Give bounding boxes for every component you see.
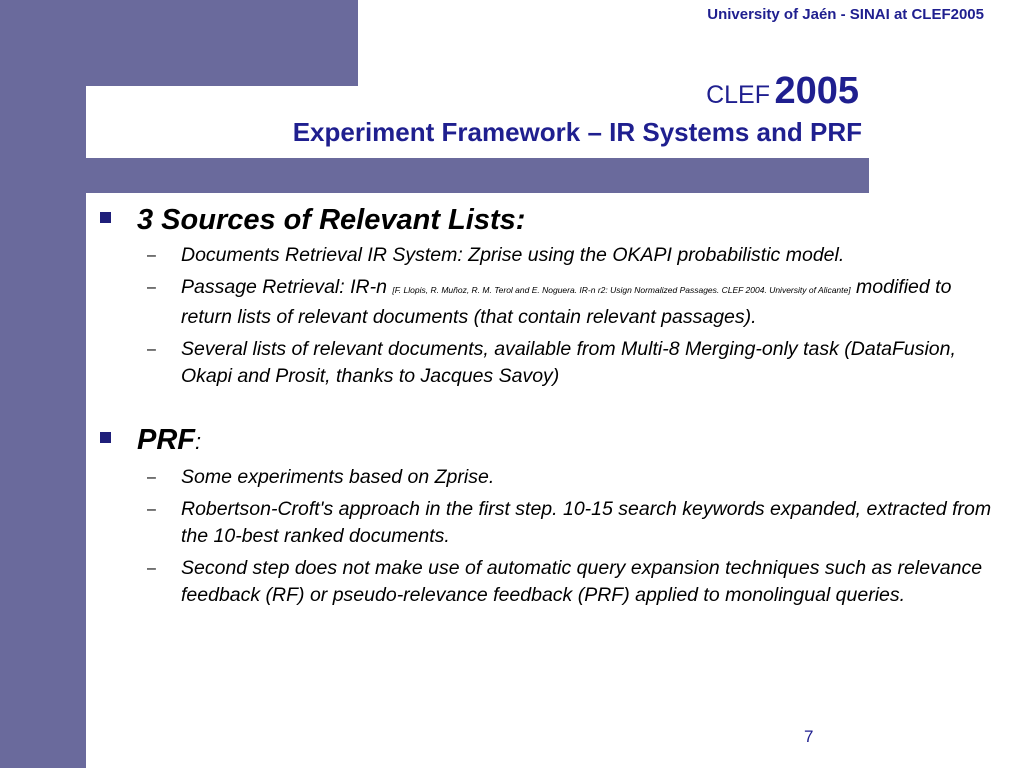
dash-bullet-icon: – <box>147 279 156 296</box>
item-citation: [F. Llopis, R. Muñoz, R. M. Terol and E. Noguera. IR-n r2: Usign Normalized Passages. CLEF 2004. University of Alicante] <box>392 285 851 295</box>
title-year: 2005 <box>774 70 859 112</box>
section-heading <box>137 420 1000 462</box>
dash-bullet-icon: – <box>147 341 156 358</box>
sub-list <box>100 464 1000 609</box>
dash-bullet-icon: – <box>147 501 156 518</box>
list-item <box>147 496 1000 550</box>
dash-bullet-icon: – <box>147 247 156 264</box>
list-item <box>147 555 1000 609</box>
item-text-continued: modified to return lists of relevant documents (that contain relevant passages). <box>181 276 952 328</box>
heading-suffix: : <box>195 429 202 454</box>
header-institution: University of Jaén - SINAI at CLEF2005 <box>707 6 984 23</box>
slide-content <box>100 200 1000 614</box>
square-bullet-icon <box>100 432 111 443</box>
list-item <box>147 464 1000 491</box>
section-relevant-lists <box>100 200 1000 390</box>
item-text: Documents Retrieval IR System: Zprise using the OKAPI probabilistic model. <box>181 244 845 266</box>
top-frame-block <box>86 0 358 86</box>
item-text: Passage Retrieval: IR-n <box>181 276 393 298</box>
slide-title-main <box>706 70 859 113</box>
section-prf <box>100 420 1000 609</box>
slide-subtitle: Experiment Framework – IR Systems and PRF <box>292 117 862 147</box>
square-bullet-icon <box>100 212 111 223</box>
list-item <box>147 336 1000 390</box>
sub-list <box>100 242 1000 390</box>
item-text: Several lists of relevant documents, available from Multi-8 Merging-only task (DataFusion, Okapi and Prosit, thanks to Jacques Savoy) <box>181 338 956 387</box>
section-heading: 3 Sources of Relevant Lists: <box>137 204 526 236</box>
left-frame-bar <box>0 0 86 768</box>
page-number: 7 <box>804 727 814 746</box>
dash-bullet-icon: – <box>147 560 156 577</box>
title-underline-strip <box>86 158 869 193</box>
dash-bullet-icon: – <box>147 469 156 486</box>
list-item <box>147 242 1000 269</box>
heading-text: PRF <box>137 424 195 456</box>
item-text: Robertson-Croft's approach in the first step. 10-15 search keywords expanded, extracted from the 10-best ranked documents. <box>181 498 992 547</box>
title-prefix: CLEF <box>706 81 770 109</box>
item-text: Some experiments based on Zprise. <box>181 466 495 488</box>
list-item <box>147 274 1000 331</box>
item-text: Second step does not make use of automatic query expansion techniques such as relevance feedback (RF) or pseudo-relevance feedback (PRF) applied to monolingual queries. <box>181 557 983 606</box>
